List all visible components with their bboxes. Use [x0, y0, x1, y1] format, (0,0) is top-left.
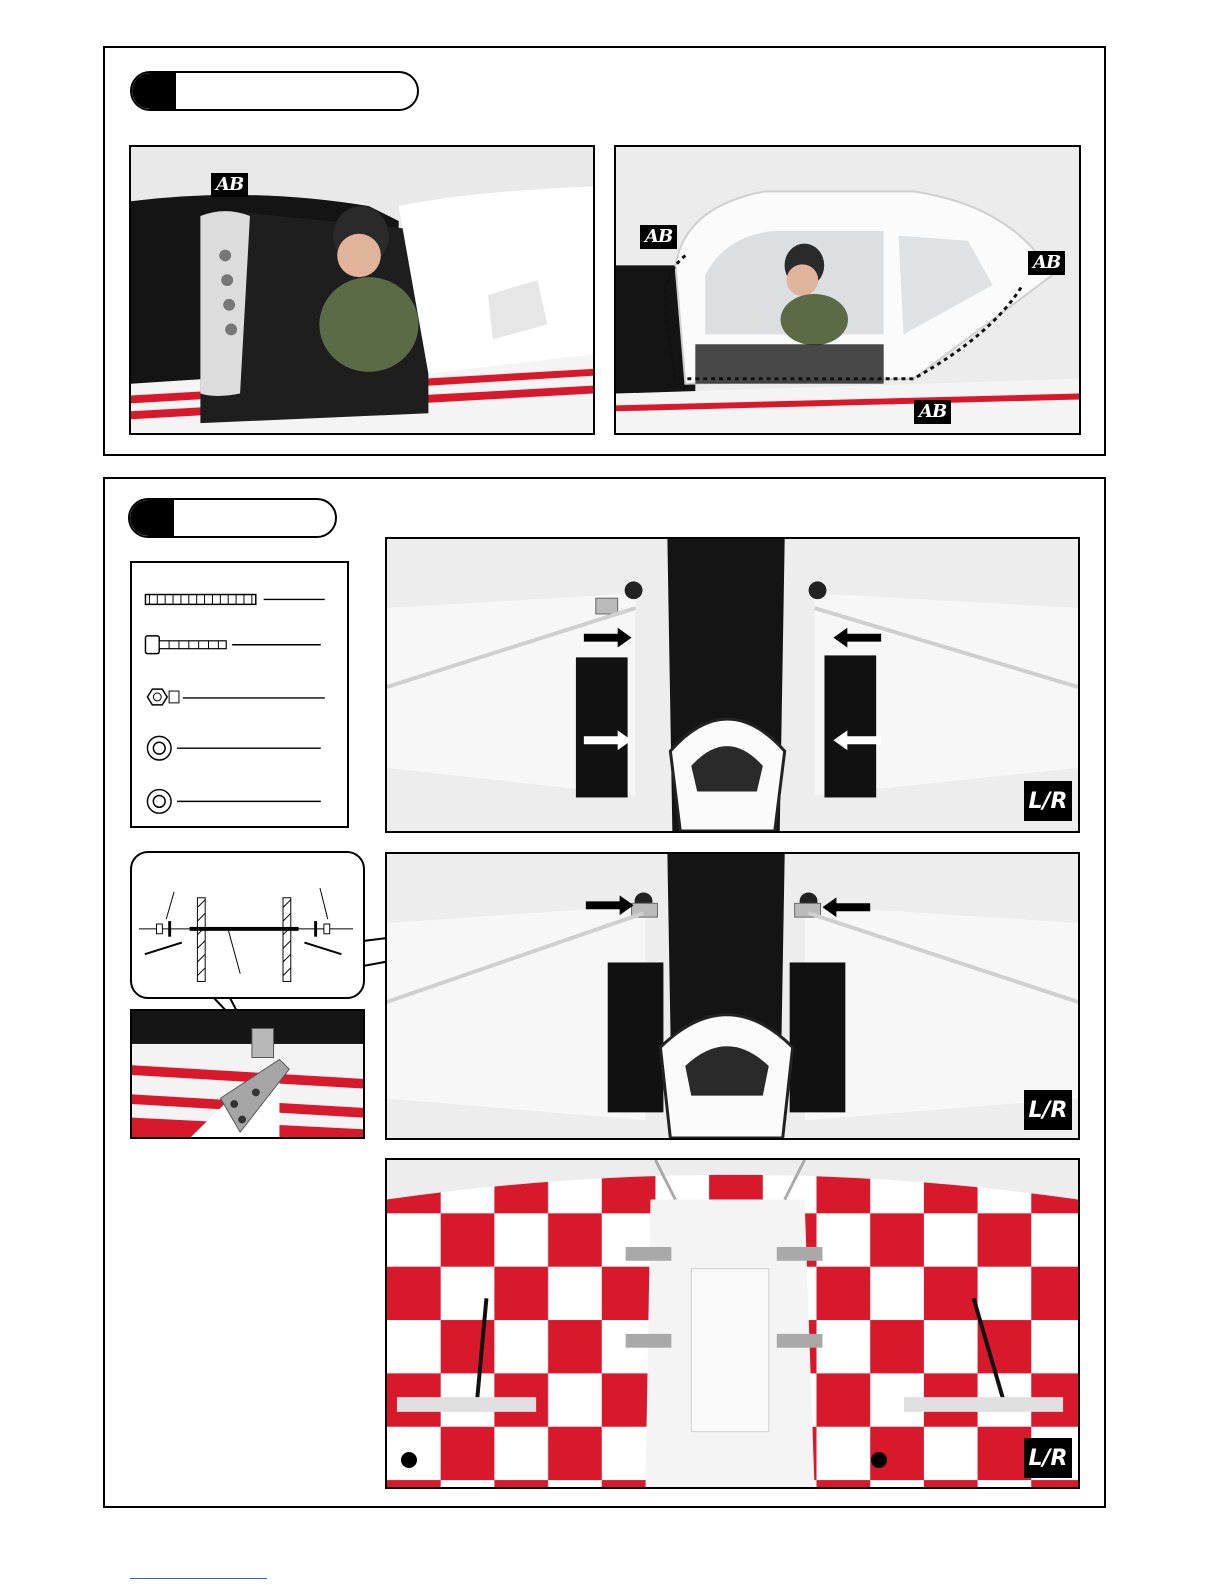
nut-icon	[147, 689, 324, 705]
parts-drawing	[132, 563, 351, 826]
washer-icon	[147, 736, 320, 760]
step-number	[132, 73, 176, 109]
cap-screw-icon	[145, 636, 320, 654]
wing-mounted-image	[387, 854, 1078, 1138]
photo-wing-underside	[385, 1158, 1080, 1489]
glue-tag-bottom: AB	[914, 400, 951, 424]
marker-dot-left	[401, 1452, 417, 1468]
bracket-image	[132, 1011, 363, 1137]
wing-underside-image	[387, 1160, 1078, 1487]
photo-wing-bracket	[130, 1009, 365, 1139]
marker-dot-right	[871, 1452, 887, 1468]
canopy-image	[616, 147, 1079, 433]
parts-list	[130, 561, 349, 828]
bolt-detail-drawing	[132, 853, 363, 997]
glue-tag: AB	[211, 173, 248, 197]
lr-badge: L/R	[1024, 1438, 1072, 1478]
washer-icon-2	[147, 790, 320, 814]
photo-canopy-installed	[614, 145, 1081, 435]
lr-badge: L/R	[1024, 1090, 1072, 1130]
wing-halves-image	[387, 539, 1078, 831]
photo-cockpit-interior	[129, 145, 595, 435]
glue-tag-right: AB	[1028, 251, 1065, 275]
step-number	[130, 500, 174, 536]
cockpit-interior-image	[131, 147, 593, 433]
glue-tag-left: AB	[640, 225, 677, 249]
step-pill-cockpit	[130, 71, 419, 111]
photo-wing-halves	[385, 537, 1080, 833]
lr-badge: L/R	[1024, 781, 1072, 821]
long-bolt-icon	[145, 595, 324, 605]
step-pill-wing-mount	[128, 498, 337, 538]
photo-wing-mounted	[385, 852, 1080, 1140]
bolt-detail-callout	[130, 851, 365, 999]
footer-link-underline[interactable]	[130, 1578, 267, 1579]
